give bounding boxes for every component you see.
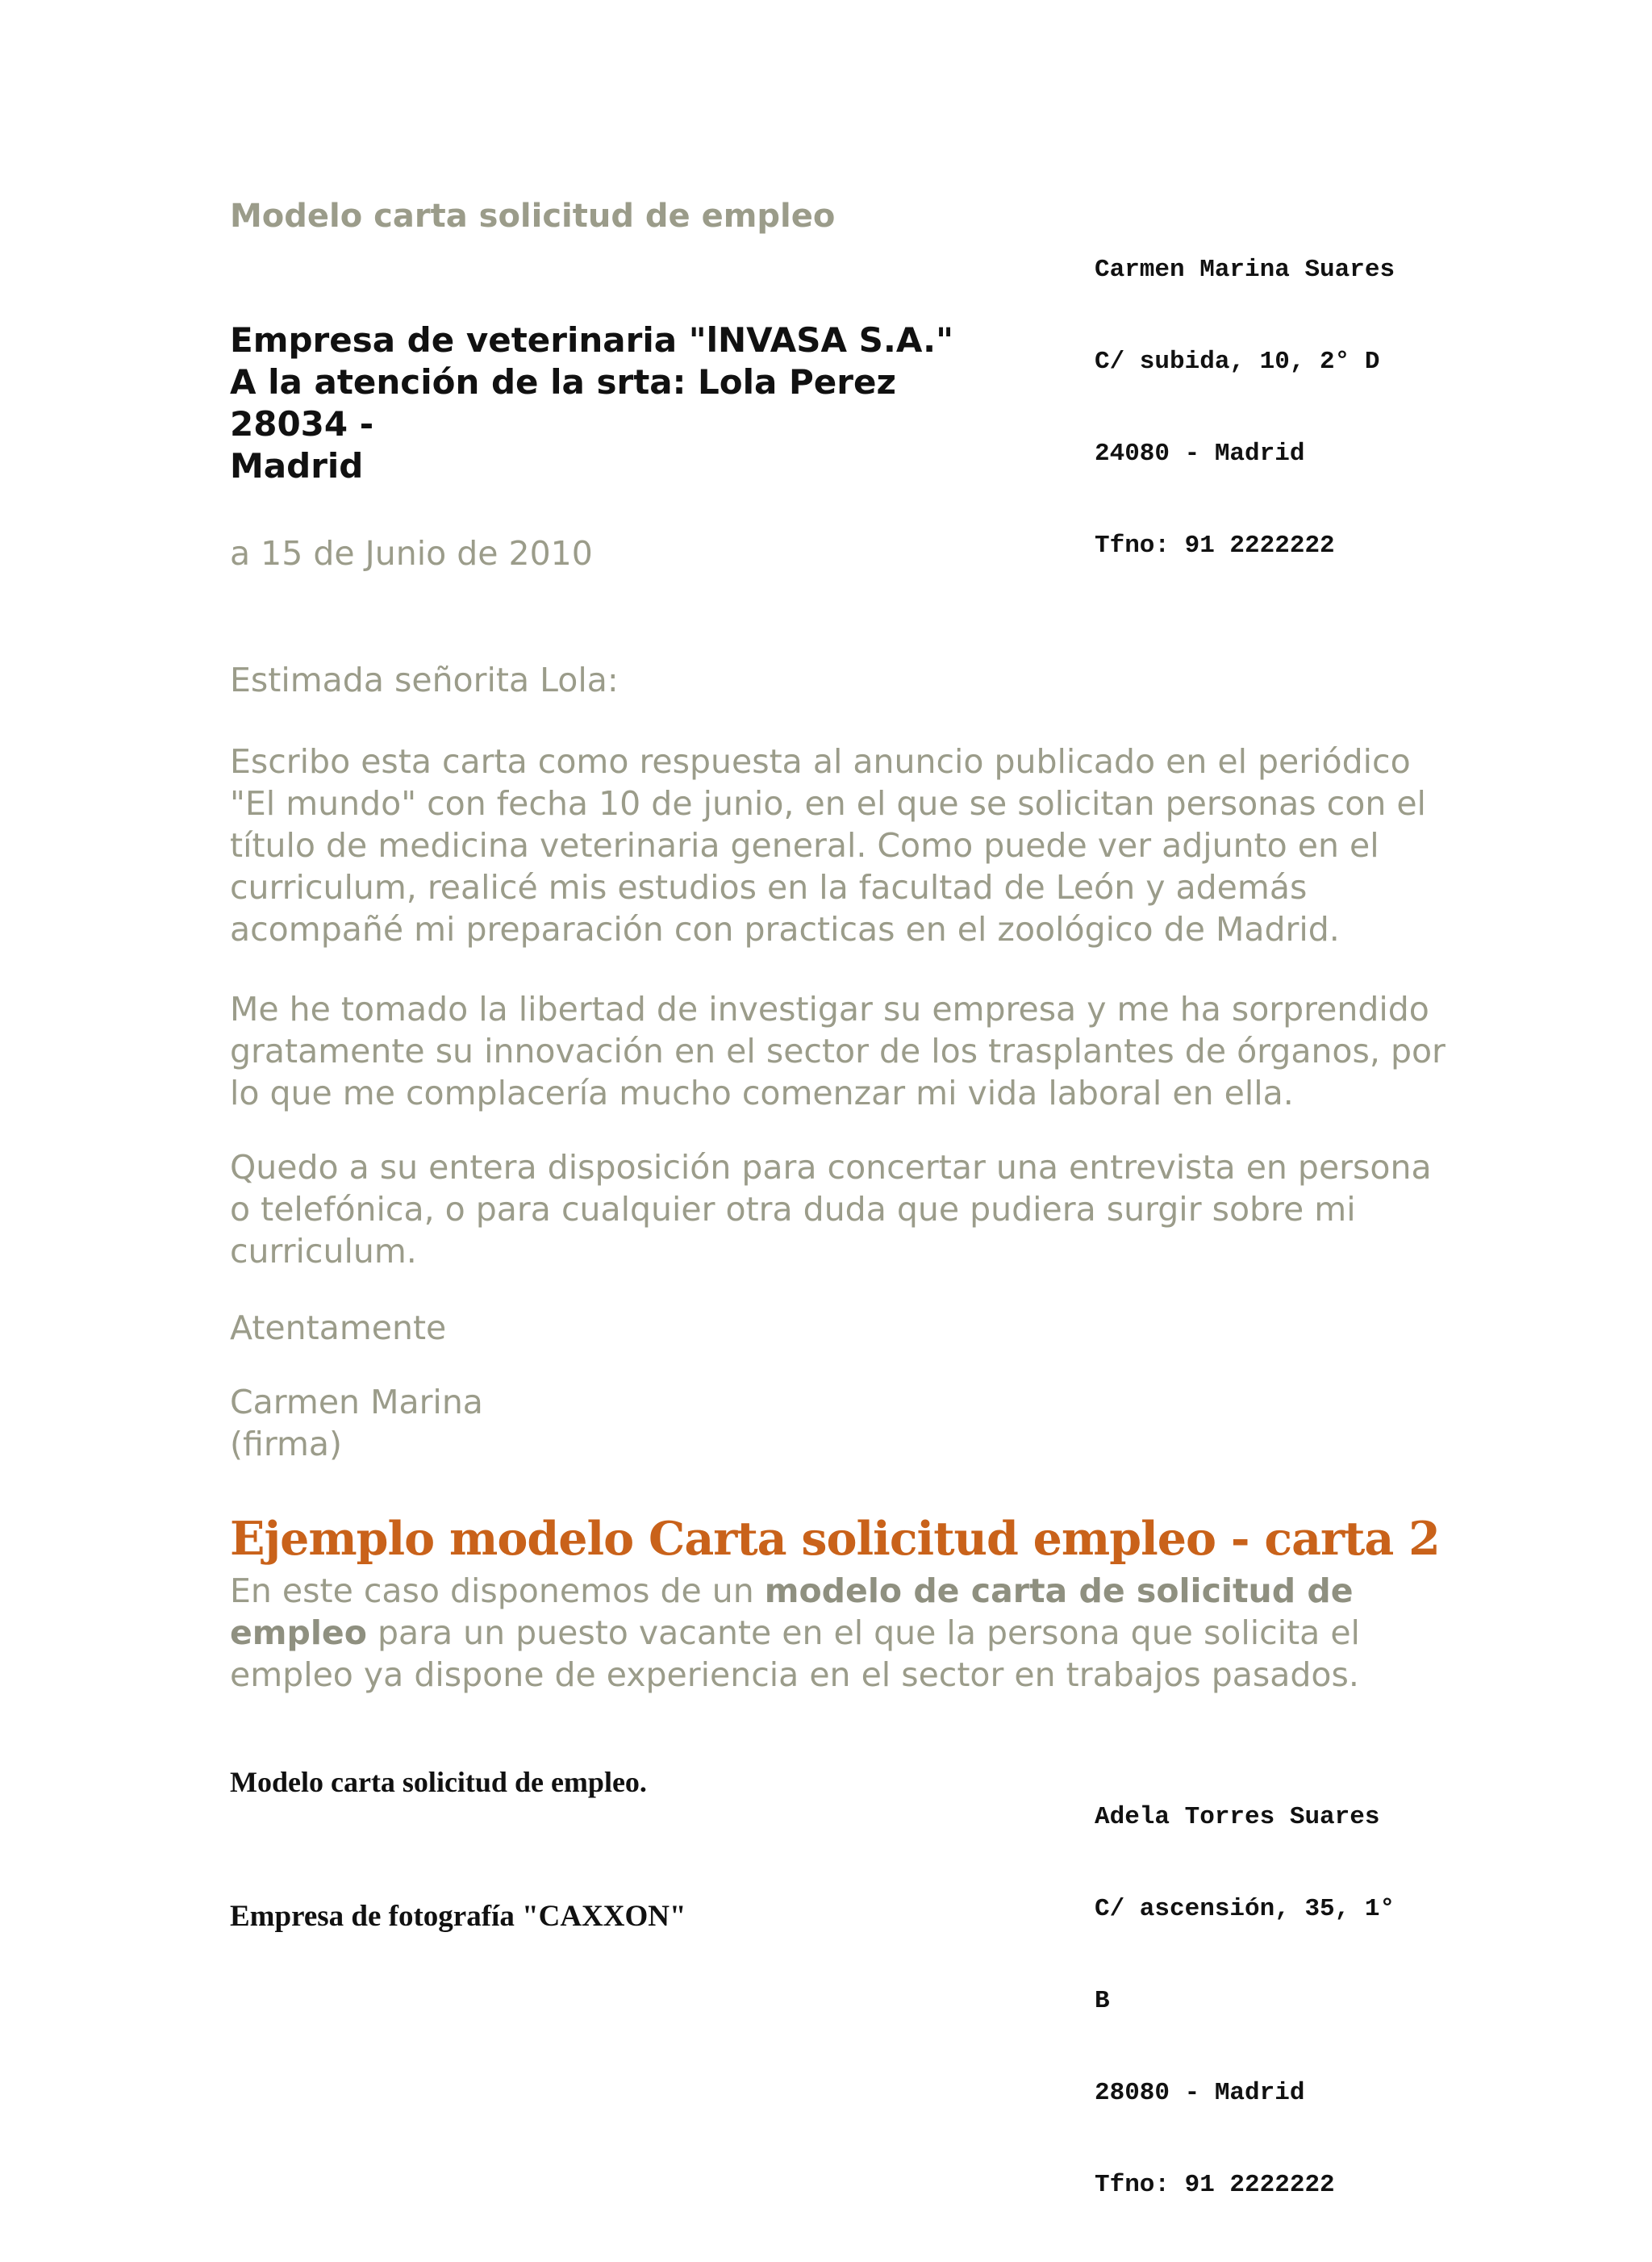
- sender-city: 24080 - Madrid: [1095, 440, 1305, 468]
- sender2-name: Adela Torres Suares: [1095, 1803, 1380, 1831]
- intro-text-end: para un puesto vacante en el que la persona que solicita el empleo ya dispone de experiencia en el sector en trabajos pasados.: [230, 1613, 1360, 1694]
- letter1-date: a 15 de Junio de 2010: [230, 534, 593, 573]
- letter2-recipient-company: Empresa de fotografía "CAXXON": [230, 1900, 686, 1933]
- letter1-paragraph-1: Escribo esta carta como respuesta al anuncio publicado en el periódico "El mundo" con fecha 10 de junio, en el que se solicitan personas con el título de medicina veterinaria general. Como puede ver adjunto en el curriculum, realicé mis estudios en la facultad de León y además acompañé mi preparación con practicas en el zoológico de Madrid.: [230, 742, 1426, 949]
- sender-address: C/ subida, 10, 2° D: [1095, 348, 1380, 376]
- letter2-title: Modelo carta solicitud de empleo.: [230, 1766, 647, 1798]
- letter1-title: Modelo carta solicitud de empleo: [230, 198, 836, 235]
- intro-text-start: En este caso disponemos de un: [230, 1571, 765, 1610]
- sender2-address-line2: B: [1095, 1987, 1110, 2015]
- letter1-paragraph-2: Me he tomado la libertad de investigar su empresa y me ha sorprendido gratamente su innovación en el sector de los trasplantes de órganos, por lo que me complacería mucho comenzar mi vida laboral en ella.: [230, 990, 1446, 1112]
- section2-heading: Ejemplo modelo Carta solicitud empleo - carta 2: [230, 1512, 1440, 1566]
- signature-note: (firma): [230, 1425, 343, 1463]
- letter1-closing: Atentamente: [230, 1308, 447, 1347]
- recipient-attention: A la atención de la srta: Lola Perez: [230, 362, 896, 402]
- intro-bold-phrase: modelo de carta de solicitud de empleo: [230, 1571, 1354, 1652]
- letter1-recipient-block: [230, 319, 953, 487]
- letter1-paragraph-3: Quedo a su entera disposición para concertar una entrevista en persona o telefónica, o para cualquier otra duda que pudiera surgir sobre mi curriculum.: [230, 1148, 1432, 1271]
- sender-phone: Tfno: 91 2222222: [1095, 532, 1335, 560]
- signature-name: Carmen Marina: [230, 1383, 483, 1421]
- letter1-greeting: Estimada señorita Lola:: [230, 661, 619, 699]
- recipient-postal: 28034 -: [230, 404, 374, 444]
- letter1-sender-block: [1095, 194, 1395, 623]
- sender-name: Carmen Marina Suares: [1095, 256, 1395, 284]
- sender2-city: 28080 - Madrid: [1095, 2079, 1305, 2107]
- letter2-sender-block: [1095, 1741, 1395, 2262]
- recipient-city: Madrid: [230, 446, 364, 486]
- letter1-signature: [230, 1381, 483, 1465]
- section2-intro: [230, 1570, 1440, 1696]
- recipient-company: Empresa de veterinaria "lNVASA S.A.": [230, 320, 953, 360]
- sender2-address-line1: C/ ascensión, 35, 1°: [1095, 1895, 1395, 1923]
- sender2-phone: Tfno: 91 2222222: [1095, 2171, 1335, 2199]
